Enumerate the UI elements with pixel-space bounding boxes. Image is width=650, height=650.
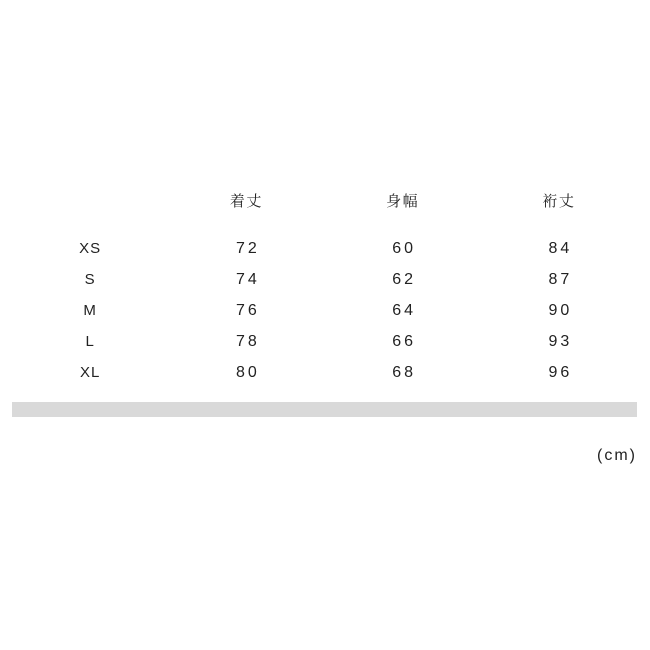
size-label: XL <box>79 364 101 381</box>
value-cell: 76 <box>235 302 260 319</box>
value-cell: 84 <box>548 240 573 257</box>
value-cell: 87 <box>548 271 573 288</box>
size-chart-table <box>12 186 637 388</box>
table-row-l <box>12 326 637 357</box>
value-cell: 78 <box>235 333 260 350</box>
table-row-xl <box>12 357 637 388</box>
value-cell: 64 <box>392 302 417 319</box>
value-cell: 74 <box>235 271 260 288</box>
value-cell: 93 <box>548 333 573 350</box>
value-cell: 90 <box>548 302 573 319</box>
table-body <box>12 233 637 388</box>
column-header-body-length: 着丈 <box>229 193 263 210</box>
size-label: S <box>84 271 96 288</box>
size-label: L <box>85 333 95 350</box>
header-empty-cell <box>12 186 168 218</box>
value-cell: 60 <box>392 240 417 257</box>
table-row-m <box>12 295 637 326</box>
size-label: M <box>83 302 97 319</box>
divider-bar <box>12 402 637 417</box>
value-cell: 72 <box>235 240 260 257</box>
size-label: XS <box>79 240 102 257</box>
value-cell: 80 <box>235 364 260 381</box>
table-row-s <box>12 264 637 295</box>
value-cell: 66 <box>392 333 417 350</box>
table-row-xs <box>12 233 637 264</box>
value-cell: 62 <box>392 271 417 288</box>
value-cell: 68 <box>392 364 417 381</box>
unit-label: (cm) <box>597 447 637 464</box>
value-cell: 96 <box>548 364 573 381</box>
column-header-sleeve-length: 裄丈 <box>542 193 576 210</box>
table-header-row <box>12 186 637 218</box>
column-header-body-width: 身幅 <box>386 193 420 210</box>
